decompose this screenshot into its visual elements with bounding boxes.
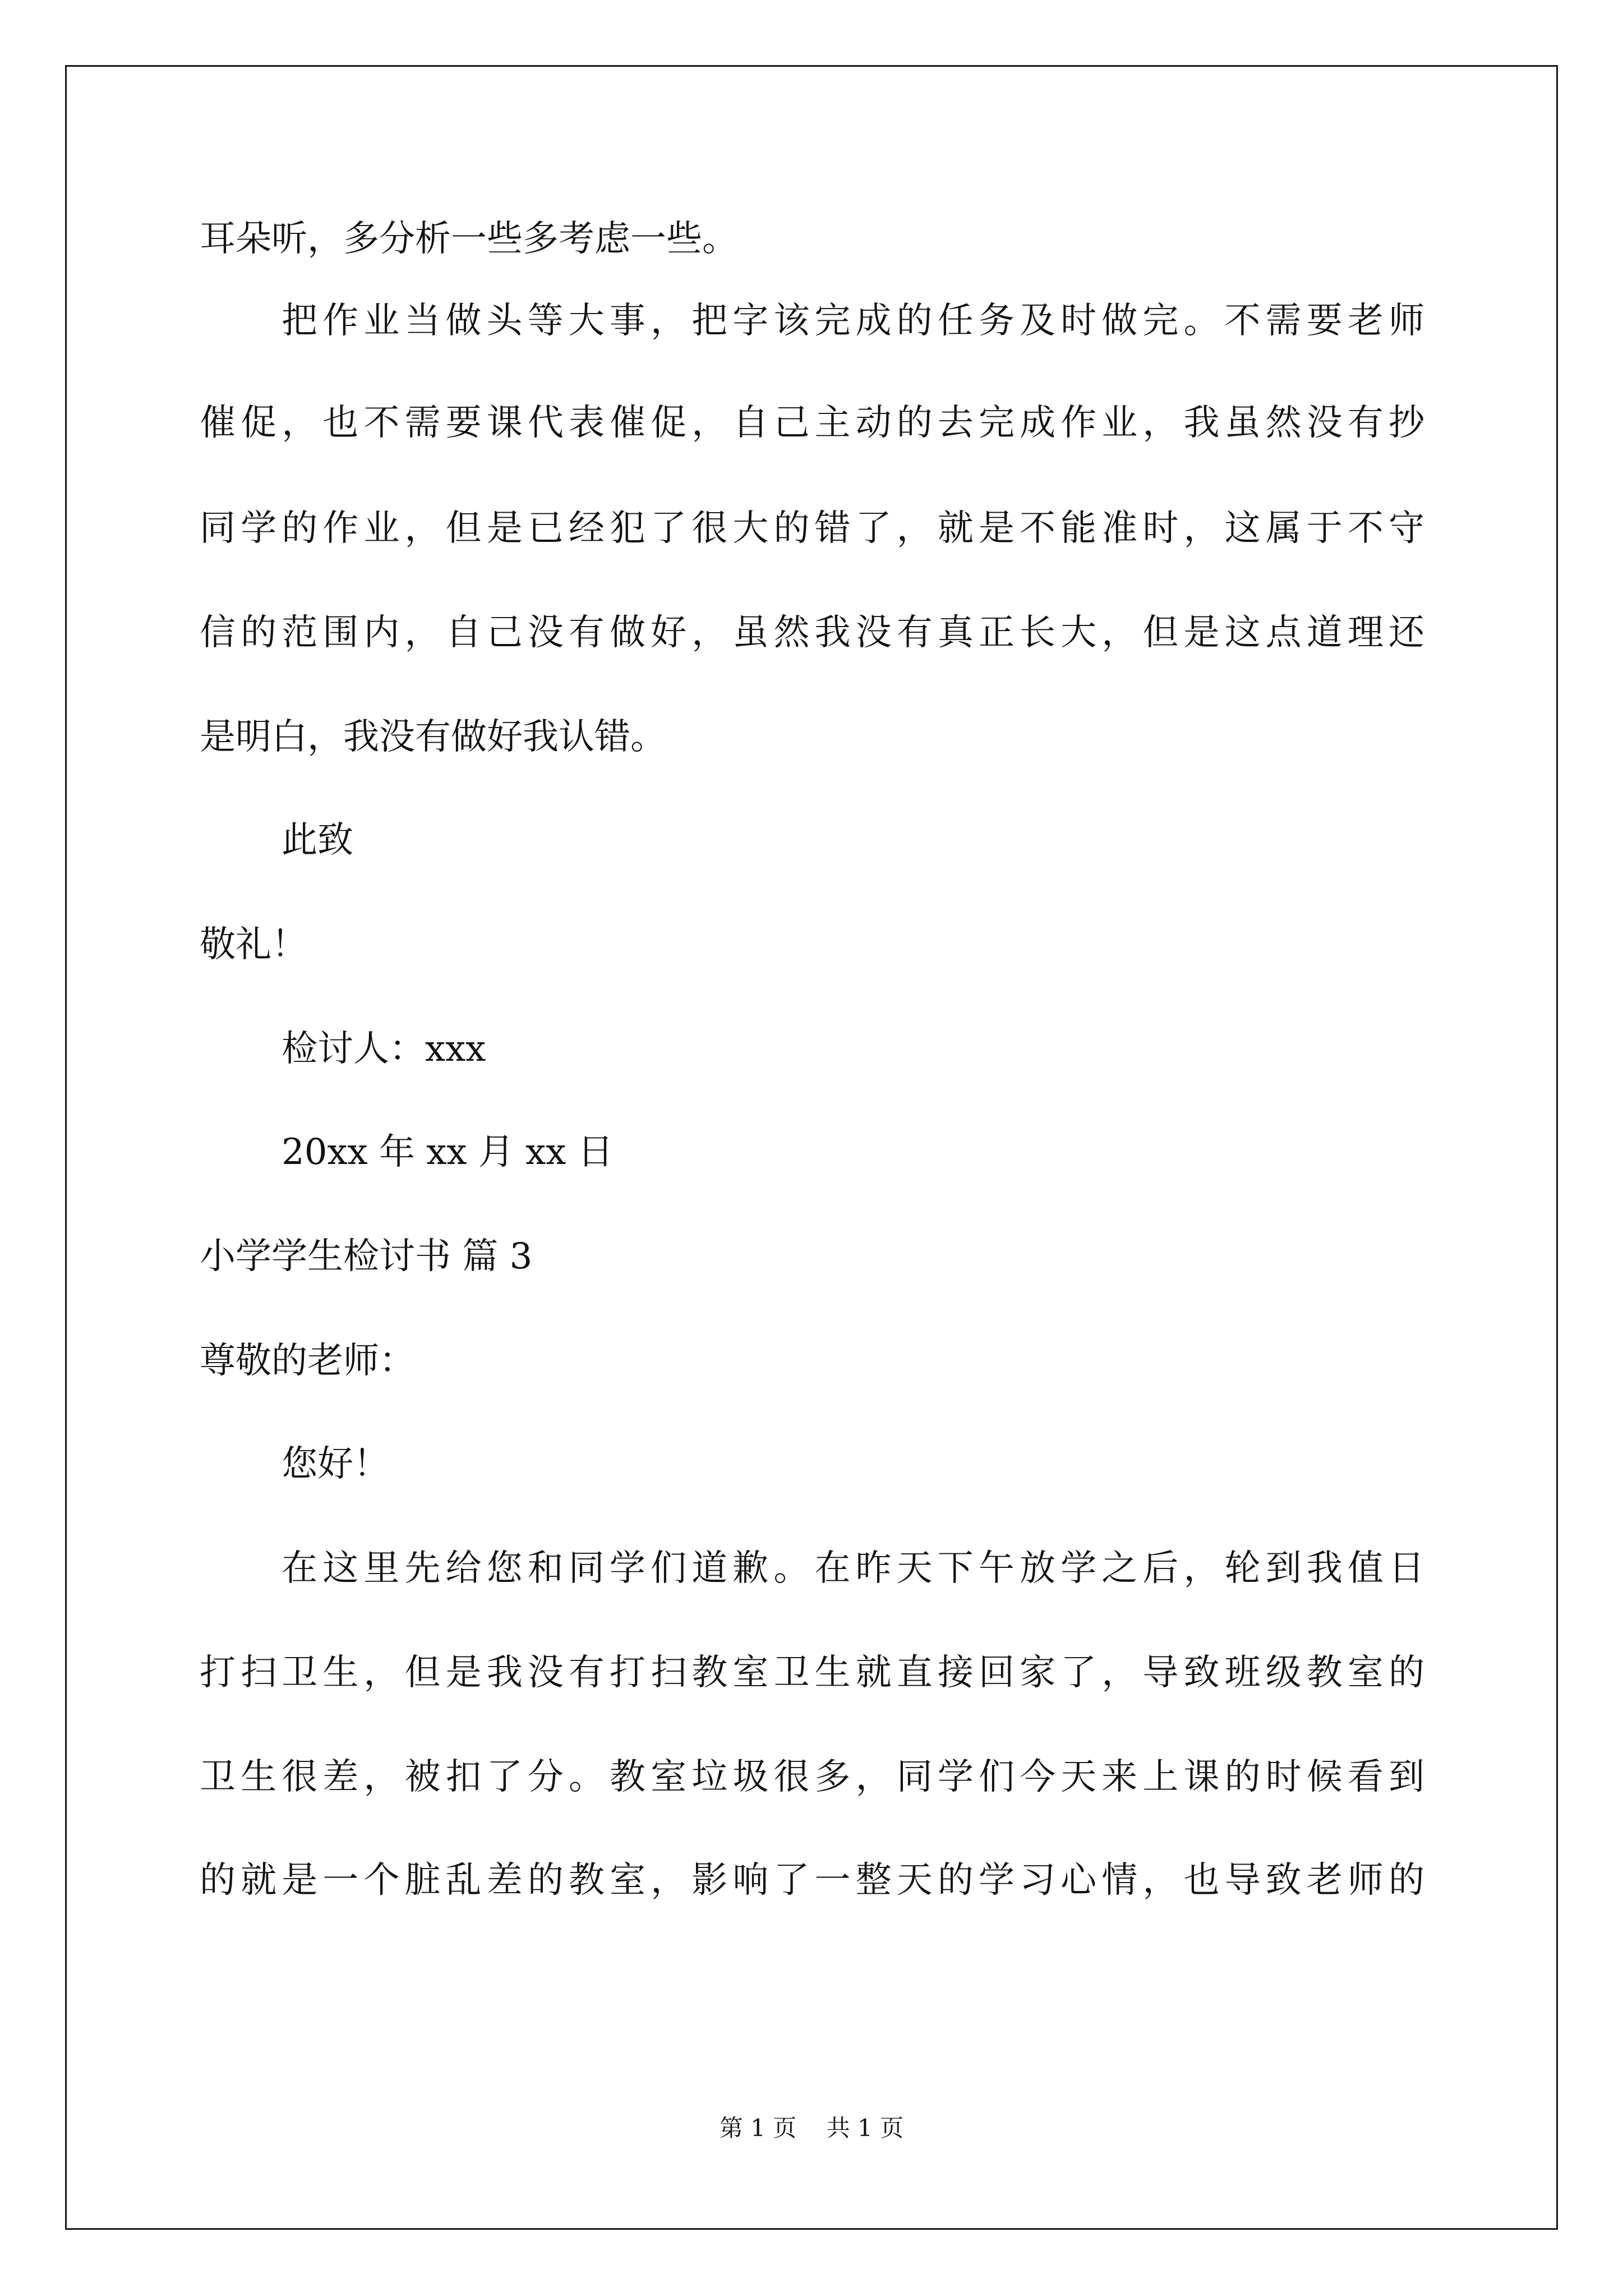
date-line: 20xx 年 xx 月 xx 日 xyxy=(282,1131,614,1173)
text-line-6: 是明白，我没有做好我认错。 xyxy=(200,716,666,758)
text-line-15: 打扫卫生，但是我没有打扫教室卫生就直接回家了，导致班级教室的 xyxy=(200,1652,1424,1694)
text-line-1: 耳朵听，多分析一些多考虑一些。 xyxy=(200,218,738,260)
closing-salutation: 此致 xyxy=(282,820,353,861)
signer-line: 检讨人：xxx xyxy=(282,1028,486,1070)
page-footer: 第 1 页 共 1 页 xyxy=(719,2114,904,2142)
text-line-16: 卫生很差，被扣了分。教室垃圾很多，同学们今天来上课的时候看到 xyxy=(200,1756,1424,1798)
text-line-5: 信的范围内，自己没有做好，虽然我没有真正长大，但是这点道理还 xyxy=(200,612,1424,654)
text-line-3: 催促，也不需要课代表催促，自己主动的去完成作业，我虽然没有抄 xyxy=(200,402,1424,444)
greeting-line: 尊敬的老师： xyxy=(200,1340,415,1382)
text-line-2: 把作业当做头等大事，把字该完成的任务及时做完。不需要老师 xyxy=(282,300,1424,342)
text-line-17: 的就是一个脏乱差的教室，影响了一整天的学习心情，也导致老师的 xyxy=(200,1860,1424,1901)
hello-line: 您好！ xyxy=(282,1443,389,1485)
text-line-4: 同学的作业，但是已经犯了很大的错了，就是不能准时，这属于不守 xyxy=(200,508,1424,549)
text-line-14: 在这里先给您和同学们道歉。在昨天下午放学之后，轮到我值日 xyxy=(282,1548,1424,1589)
section-title: 小学学生检讨书 篇 3 xyxy=(200,1236,533,1277)
closing-regards: 敬礼！ xyxy=(200,924,307,965)
